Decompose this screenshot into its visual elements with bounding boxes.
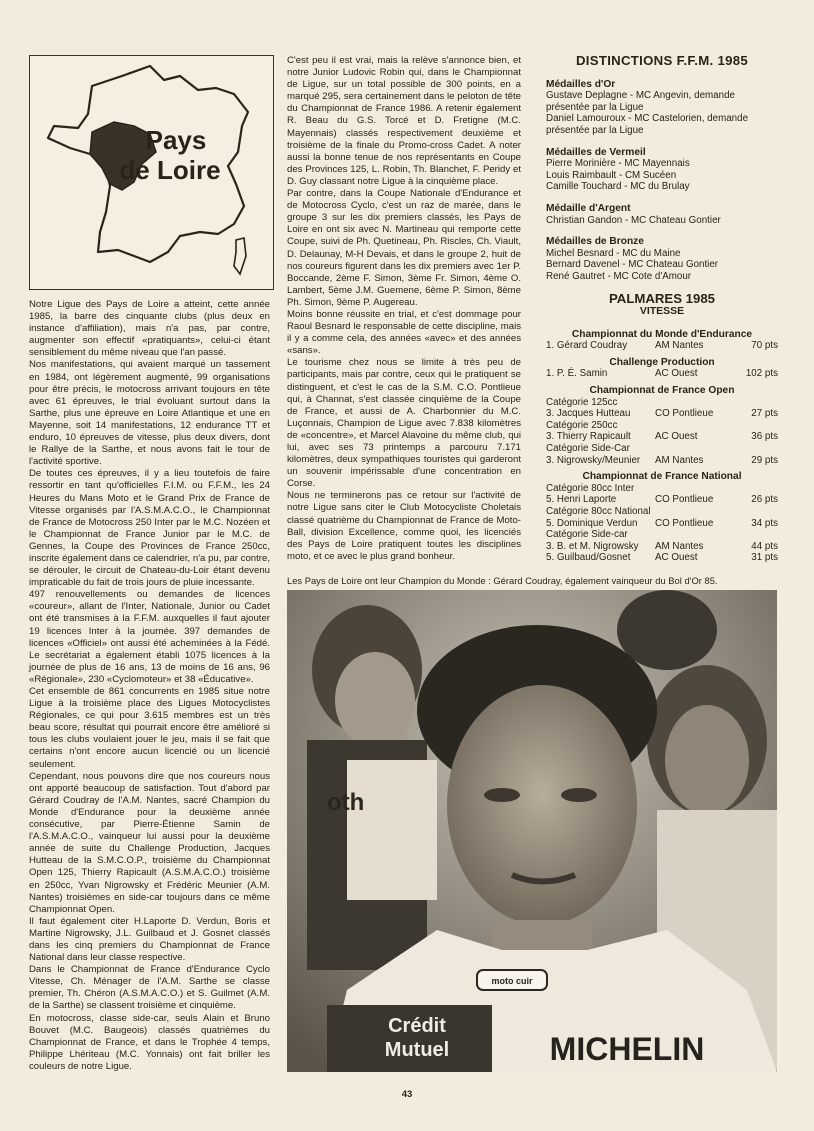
result-name: 5. Guilbaud/Gosnet (546, 552, 631, 564)
result-name: 3. Thierry Rapicault (546, 431, 631, 443)
palmares-section-title: Challenge Production (609, 356, 715, 368)
result-points: 29 pts (751, 454, 778, 466)
result-points: 44 pts (751, 540, 778, 552)
champion-photo (287, 590, 777, 1072)
result-points: 27 pts (751, 408, 778, 420)
result-name: Catégorie 250cc (546, 419, 618, 431)
result-name: 1. Gérard Coudray (546, 340, 628, 352)
result-row (546, 552, 778, 564)
distinctions-heading: DISTINCTIONS F.F.M. 1985 (575, 53, 749, 68)
palmares-section (546, 471, 778, 564)
distinction-recipient: Louis Raimbault - CM Sucéen (546, 169, 677, 181)
distinctions-list (546, 79, 778, 283)
badge-text: moto cuir (491, 976, 533, 986)
distinction-recipient: Camille Touchard - MC du Brulay (546, 181, 690, 193)
result-row (546, 518, 778, 530)
article-paragraph: Dans le Championnat de France d'Endurance Cyclo Vitesse, Ch. Ménager de l'A.M. Sarthe se classe premier, Th. Chéron (A.S.M.A.C.O.) et S. Guilmet (A.M. de la Sarthe) se classent troisième et cinquième. (29, 964, 270, 1012)
result-points: 36 pts (751, 431, 778, 443)
result-points: 102 pts (745, 368, 778, 380)
sponsor-logo-1: Crédit (388, 1015, 446, 1037)
article-paragraph: Le tourisme chez nous se limite à très peu de participants, mais par contre, ceux qui le pratiquent se distinguent, et c'est le cas de la S.M. C.O. Pontlieue qui, à Channat, s'est classée cinquième de la Coupe de France, et aussi de A. Charbonnier du M.C. Luçonnais, Champion de Ligue avec 7.838 kilomètres de «concentre», et Marcel Alavoine du même club, qui lui, avec ses 73 printemps a parcouru 7.171 kilomètres, deux sympathiques touristes qui garderont un souvenir impérissable d'une concentration en Corse. (287, 357, 521, 490)
result-club: AM Nantes (655, 540, 704, 552)
result-club: AC Ouest (655, 368, 698, 380)
map-box (29, 55, 274, 290)
distinction-group (546, 147, 778, 193)
distinction-group (546, 203, 778, 226)
palmares-subheading: VITESSE (639, 305, 685, 318)
distinction-group (546, 79, 778, 137)
result-club: AC Ouest (655, 552, 698, 564)
result-row (546, 494, 778, 506)
result-club: CO Pontlieue (655, 494, 714, 506)
result-row (546, 529, 778, 541)
shirt-text: oth (327, 789, 365, 816)
article-paragraph: Nous ne terminerons pas ce retour sur l'activité de notre Ligue sans citer le Club Motocycliste Choletais classé quatrième du Championnat de France de Moto-Ball, division Excellence, comme quoi, les licenciés des Pays de Loire pratiquent toutes les disciplines moto, et ce avec le plus grand bonheur. (287, 490, 521, 562)
page-number: 43 (401, 1089, 413, 1100)
article-column-left (29, 299, 270, 1073)
photo-illustration (287, 590, 777, 1072)
result-name: Catégorie 80cc Inter (546, 482, 635, 494)
result-name: 5. Henri Laporte (546, 494, 617, 506)
palmares-heading: PALMARES 1985 (608, 290, 716, 306)
result-name: 5. Dominique Verdun (546, 517, 638, 529)
article-paragraph: Par contre, dans la Coupe Nationale d'Endurance et de Motocross Cyclo, c'est un raz de marée, dans le groupe 3 sur les dix premiers classés, les Pays de Loire en ont six avec N. Martineau qui remporte cette Coupe, suivi de Ph. Quetineau, Ph. Riscles, Ch. Viault, D. Delaunay, M-H Devais, et dans le groupe 2, huit de nos coureurs figurent dans les dix premiers avec 1er P. Boccande, 2ème F. Simon, 3ème Fr. Simon, 4ème O. Lambert, 5ème J.M. Guemene, 6ème P. Simon, 8ème Ph. Simon, 9ème P. Augereau. (287, 188, 521, 308)
result-club: AM Nantes (655, 340, 704, 352)
sponsor-logo-2: Mutuel (384, 1039, 450, 1061)
france-map-illustration (30, 56, 273, 289)
result-row (546, 397, 778, 409)
distinction-recipient: Pierre Morinière - MC Mayennais (546, 158, 690, 170)
result-club: CO Pontlieue (655, 408, 714, 420)
result-points: 34 pts (751, 517, 778, 529)
result-club: AM Nantes (655, 454, 704, 466)
result-row (546, 443, 778, 455)
result-row (546, 455, 778, 467)
article-paragraph: Nos manifestations, qui avaient marqué un tassement en 1984, ont légèrement augmenté, 99 organisations pour être précis, le motocross arrivant toujours en tête avec 61 épreuves, le trial évoluant surtout dans la Sarthe, plus une épreuve en Loire Atlantique et une en Mayenne, soit 14 manifestations, 12 endurance TT et enduro, 10 épreuves de vitesse, plus deux divers, dont le Rallye de la Sarthe, et nous avons fait le tour de l'activité sportive. (29, 359, 270, 468)
result-row (546, 420, 778, 432)
result-row (546, 340, 778, 352)
result-points: 70 pts (751, 340, 778, 352)
palmares-section-title: Championnat de France Open (589, 385, 735, 397)
article-paragraph: En motocross, classe side-car, seuls Alain et Bruno Bouvet (M.C. Baugeois) classés quatrièmes du Championnat de France, et dans le Trophée 4 temps, Philippe Lhériteau (M.C. Yonnais) ont fait briller les couleurs de notre Ligue. (29, 1012, 270, 1072)
distinction-group-title: Médailles de Vermeil (546, 146, 646, 158)
palmares-list (546, 329, 778, 564)
result-name: 1. P. É. Samin (546, 368, 608, 380)
palmares-section-title: Championnat de France National (582, 471, 742, 483)
corsica-outline (234, 238, 246, 274)
result-row (546, 408, 778, 420)
distinction-group (546, 236, 778, 282)
article-paragraph: De toutes ces épreuves, il y a lieu toutefois de faire ressortir en tant qu'officielles F.I.M. ou F.F.M., les 24 Heures du Mans Moto et le Grand Prix de France de Vitesse organisés par l'A.S.M.A.C.O., le Championnat de France de Motocross 250 Inter par le M.C. Nozéen et le Championnat de France Junior par le M.C. de Gennes, la Coupe des Provinces de France 250cc, inscrite également dans ce calendrier, n'a pu, par contre, se dérouler, le circuit de Chateau-du-Loir étant devenu impraticable du fait de trois jours de pluie incessante. (29, 468, 270, 589)
article-column-middle (287, 55, 521, 563)
palmares-section-title: Championnat du Monde d'Endurance (571, 328, 753, 340)
distinction-recipient: Gustave Deplagne - MC Angevin, demande présentée par la Ligue (546, 90, 735, 113)
photo-caption: Les Pays de Loire ont leur Champion du Monde : Gérard Coudray, également vainqueur du Bol d'Or 85. (287, 575, 718, 586)
distinction-group-title: Médailles d'Or (546, 78, 616, 90)
result-points: 31 pts (751, 552, 778, 564)
sponsor-logo-3: MICHELIN (549, 1031, 705, 1067)
result-row (546, 431, 778, 443)
palmares-section (546, 357, 778, 380)
result-club: AC Ouest (655, 431, 698, 443)
result-row (546, 541, 778, 553)
article-paragraph: Cependant, nous pouvons dire que nos coureurs nous ont apporté beaucoup de satisfaction. Tout d'abord par Gérard Coudray de l'A.M. Nantes, sacré Champion du Monde d'Endurance pour la deuxième année consécutive, par Pierre-Étienne Samin de l'A.S.M.A.C.O., vainqueur lui aussi pour la deuxième année de suite du Challenge Production, Jacques Hutteau de la S.M.C.O.P., troisième du Championnat Open 125, Thierry Rapicault (A.S.M.A.C.O.) troisième en 250cc, Yvan Nigrowsky et Frédéric Meunier (A.M. Nantes) troisièmes en side-car toujours dans ce même Championnat Open. (29, 770, 270, 915)
result-name: 3. Nigrowsky/Meunier (546, 454, 641, 466)
article-paragraph: Cet ensemble de 861 concurrents en 1985 situe notre Ligue à la troisième place des Ligues Motocyclistes Régionales, ce qui pour 3.615 membres est un très beau score, résultat qui pourrait encore être amélioré si tous les clubs voulaient jouer le jeu, mais il se fait que certains n'ont encore aucun licencié ou un licencié seulement. (29, 686, 270, 770)
distinction-recipient: René Gautret - MC Cote d'Amour (546, 270, 692, 282)
distinction-group-title: Médailles de Bronze (546, 236, 644, 248)
result-name: Catégorie Side-car (546, 529, 628, 541)
result-points: 26 pts (751, 494, 778, 506)
results-column (546, 55, 778, 569)
result-name: Catégorie Side-Car (546, 443, 630, 455)
distinction-group-title: Médaille d'Argent (546, 202, 631, 214)
distinction-recipient: Michel Besnard - MC du Maine (546, 247, 681, 259)
article-paragraph: Moins bonne réussite en trial, et c'est dommage pour Raoul Besnard le responsable de cette discipline, mais il y a comme cela, des années «avec» et des années «sans». (287, 308, 521, 357)
result-row (546, 368, 778, 380)
result-name: Catégorie 125cc (546, 396, 618, 408)
palmares-section (546, 329, 778, 352)
article-paragraph: C'est peu il est vrai, mais la relève s'annonce bien, et notre Junior Ludovic Robin qui, dans le Championnat de Ligue, sur un total possible de 300 points, en a marqué 295, sera certainement dans le peloton de tête du Championnat de France 1986. A retenir également R. Beau du G.S. Torcé et D. Fretigne (M.C. Mayennais) classés respectivement deuxième et troisième de la finale du Promo-cross Cadet. A noter aussi la bonne tenue de nos représentants en Coupe des Provinces 125, L. Robin, Th. Blanchet, F. Peridy et D. Guy classant notre Ligue à la cinquième place. (287, 55, 521, 187)
distinction-recipient: Christian Gandon - MC Chateau Gontier (546, 214, 721, 226)
article-paragraph: Notre Ligue des Pays de Loire a atteint, cette année 1985, la barre des cinquante clubs (plus deux en instance d'affiliation), mais n'a pas, par contre, augmenter son effectif «pratiquants», celui-ci étant sensiblement du même niveau que l'an passé. (29, 299, 270, 359)
distinction-recipient: Daniel Lamouroux - MC Castelorien, demande présentée par la Ligue (546, 113, 749, 136)
result-row (546, 483, 778, 495)
article-paragraph: Il faut également citer H.Laporte D. Verdun, Boris et Martine Nigrowsky, J.L. Guilbaud et J. Gosnet classés dans les cinq premiers du Championnat de France National dans leur classe respective. (29, 915, 270, 964)
result-name: 3. Jacques Hutteau (546, 408, 631, 420)
result-row (546, 506, 778, 518)
distinction-recipient: Bernard Davenel - MC Chateau Gontier (546, 259, 719, 271)
article-paragraph: 497 renouvellements ou demandes de licences «coureur», allant de l'Inter, Nationale, Junior ou Cadet ont été transmises à la F.F.M. auxquelles il faut ajouter 19 licences Inter à la journée. 397 demandes de licences «Officiel» ont aussi été acheminées à la Fédé. Le secrétariat a également établi 1075 licences à la journée de plus de 16 ans, 13 de moins de 16 ans, 96 «Régionale», 230 «Cyclomoteur» et 38 «Éducative». (29, 589, 270, 685)
result-name: Catégorie 80cc National (546, 506, 651, 517)
result-name: 3. B. et M. Nigrowsky (546, 540, 639, 552)
result-club: CO Pontlieue (655, 517, 714, 529)
map-region-label: Pays de Loire (119, 125, 221, 185)
palmares-section (546, 385, 778, 466)
